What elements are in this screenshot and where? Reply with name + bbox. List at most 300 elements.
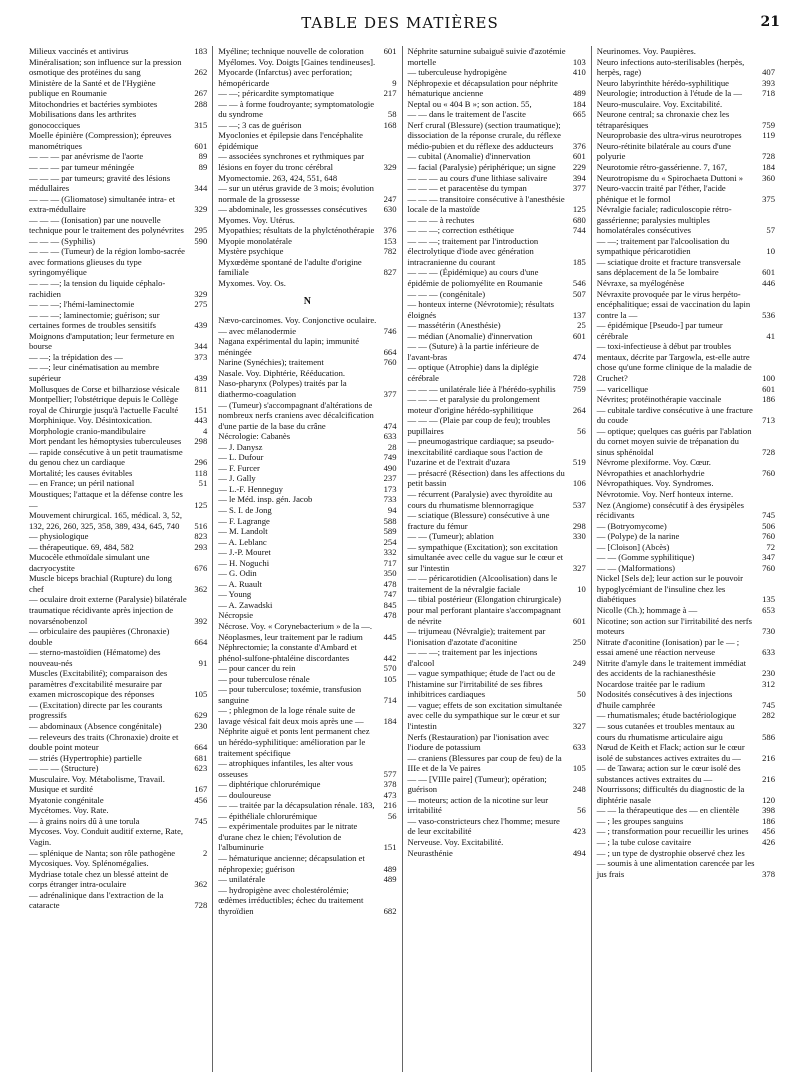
index-entry	[408, 542, 586, 574]
entry-page: 151	[383, 842, 397, 853]
index-entry	[597, 478, 775, 489]
entry-text: — — —; la tension du liquide céphalo-rachidien	[29, 278, 166, 299]
entry-page: 478	[383, 610, 397, 621]
entry-page: 473	[383, 789, 397, 800]
entry-page: 516	[194, 520, 208, 531]
index-entry	[218, 246, 396, 257]
entry-text: Névrites; protéinothérapie vaccinale	[596, 394, 722, 405]
entry-page: 718	[762, 88, 775, 99]
index-entry	[597, 742, 775, 763]
entry-text: — — —; traitement par les injections d'alcool	[407, 647, 538, 668]
index-entry	[218, 473, 396, 484]
entry-page: 745	[762, 699, 775, 710]
entry-page: 823	[194, 531, 208, 542]
entry-page: 682	[383, 905, 397, 916]
index-entry	[218, 257, 396, 278]
entry-text: — — — (Syphilis)	[29, 235, 96, 246]
index-entry	[29, 774, 207, 785]
entry-page: 760	[762, 467, 775, 478]
entry-text: — de Tawara; action sur le cœur isolé des substances actives extraites du —	[596, 763, 741, 784]
entry-text: Névrotomie. Voy. Nerf honteux interne.	[596, 488, 734, 499]
index-entry	[218, 326, 396, 337]
entry-text: — — — (Plaie par coup de feu); troubles pupillaires	[407, 415, 551, 436]
entry-text: — — (Gomme syphilitique)	[596, 552, 695, 563]
entry-text: — vague sympathique; étude de l'act ou de l'histamine sur l'irritabilité de ses fibres inhibitrices cardiaques	[407, 668, 556, 700]
entry-text: Nerfs (Restauration) par l'ionisation avec l'iodure de potassium	[407, 731, 549, 753]
index-entry	[218, 484, 396, 495]
entry-text: — sciatique (Blessure) consécutive à une fracture du fémur	[407, 510, 550, 531]
entry-text: — — —; laminectomie; guérison; sur certaines formes de troubles sensitifs	[29, 309, 160, 331]
index-entry	[218, 130, 396, 151]
page-number: 21	[760, 14, 780, 30]
entry-text: — hématurique ancienne; décapsulation et néphropexie; guérison	[218, 853, 365, 874]
index-entry	[408, 320, 586, 331]
entry-text: — médian (Anomalie) d'innervation	[407, 330, 533, 341]
entry-text: — moteurs; action de la nicotine sur leur irritabilité	[407, 794, 549, 816]
entry-page: 28	[387, 441, 397, 452]
entry-page: 398	[762, 805, 775, 816]
entry-page: 586	[762, 731, 775, 742]
entry-page: 105	[194, 689, 208, 700]
entry-page: 100	[762, 372, 775, 383]
index-entry	[408, 236, 586, 268]
entry-page: 589	[383, 526, 397, 537]
entry-text: — S. I. de Jong	[218, 504, 272, 515]
entry-page: 186	[762, 815, 775, 826]
index-entry	[597, 710, 775, 721]
index-entry	[597, 658, 775, 679]
entry-text: — en France; un péril national	[29, 478, 135, 489]
entry-text: Neurasthénie	[407, 847, 453, 858]
index-entry	[408, 225, 586, 236]
entry-text: — sous cutanées et troubles mentaux au cours du rhumatisme articulaire aigu	[596, 721, 735, 742]
entry-page: 601	[762, 267, 775, 278]
entry-text: — expérimentale produites par le nitrate d'urane chez le chien; l'évolution de l'albuminurie	[218, 821, 358, 853]
index-entry	[597, 109, 775, 130]
entry-page: 590	[194, 235, 208, 246]
index-entry	[29, 194, 207, 215]
entry-text: — — dans le traitement de l'ascite	[407, 109, 526, 120]
entry-page: 474	[572, 351, 586, 362]
index-entry	[218, 151, 396, 172]
index-entry	[218, 579, 396, 590]
index-entry	[408, 774, 586, 795]
index-entry	[597, 468, 775, 479]
index-entry	[597, 278, 775, 289]
entry-text: Myxomes. Voy. Os.	[218, 278, 286, 289]
entry-page: 282	[762, 710, 775, 721]
entry-text: — thérapeutique. 69, 484, 582	[29, 541, 134, 552]
entry-page: 456	[194, 794, 208, 805]
index-entry	[597, 162, 775, 173]
index-entry	[29, 151, 207, 162]
index-entry	[29, 130, 207, 151]
index-entry	[408, 415, 586, 436]
entry-text: — optique; quelques cas guéris par l'ablation du cornet moyen suivie de trépanation du sinus sphénoïdal	[596, 425, 752, 457]
entry-page: 760	[762, 531, 775, 542]
index-entry	[218, 821, 396, 853]
index-entry	[218, 726, 396, 758]
index-entry	[218, 526, 396, 537]
entry-page: 393	[762, 77, 775, 88]
entry-text: — — —; traitement par l'introduction électrolytique d'iode avec génération intracranienne du courant	[407, 235, 539, 267]
entry-text: — — — à rechutes	[407, 214, 475, 225]
entry-page: 782	[383, 246, 397, 257]
entry-text: Névralgie faciale; radiculoscopie rétro-gassérienne; paralysies multiples homolatérales consécutives	[596, 204, 732, 236]
entry-page: 91	[198, 657, 208, 668]
index-entry	[408, 289, 586, 300]
entry-text: Mycosiques. Voy. Splénomégalies.	[29, 858, 149, 869]
entry-text: Myopie monolatérale	[218, 235, 292, 246]
index-entry	[29, 858, 207, 869]
entry-page: 137	[572, 309, 586, 320]
entry-text: — J. Danysz	[218, 441, 263, 452]
index-entry	[597, 721, 775, 742]
entry-text: — A. Zawadski	[218, 599, 273, 610]
entry-page: 295	[194, 225, 208, 236]
index-entry	[597, 521, 775, 532]
entry-page: 745	[194, 815, 208, 826]
entry-page: 267	[194, 88, 208, 99]
index-entry	[29, 331, 207, 352]
index-entry	[597, 88, 775, 99]
entry-page: 262	[194, 67, 208, 78]
entry-text: — physiologique	[29, 531, 89, 542]
entry-text: — — —; l'hémi-laminectomie	[29, 299, 135, 310]
index-entry	[597, 826, 775, 837]
index-entry	[597, 394, 775, 405]
entry-page: 439	[194, 320, 208, 331]
entry-text: Nourrissons; difficultés du diagnostic de la diphtérie nasale	[596, 784, 745, 805]
entry-page: 588	[383, 515, 397, 526]
entry-text: — cubital (Anomalie) d'innervation	[407, 151, 531, 162]
entry-page: 378	[383, 779, 397, 790]
entry-text: Nécrologie: Cabanès	[218, 431, 291, 442]
index-entry	[597, 637, 775, 658]
entry-text: — H. Noguchi	[218, 557, 270, 568]
entry-page: 153	[383, 235, 397, 246]
index-entry	[29, 173, 207, 194]
entry-page: 216	[762, 773, 775, 784]
entry-text: Nasale. Voy. Diphtérie, Rééducation.	[218, 367, 346, 378]
entry-text: — cubitale tardive consécutive à une fracture du coude	[596, 404, 753, 426]
entry-page: 362	[194, 879, 208, 890]
entry-text: Névropathies et anachlorhydrie	[596, 467, 705, 478]
index-entry	[218, 204, 396, 215]
entry-text: Nécrose. Voy. « Corynebacterium » de la —.	[218, 620, 373, 631]
entry-page: 519	[572, 457, 586, 468]
index-entry	[218, 400, 396, 432]
entry-text: — F. Furcer	[218, 462, 260, 473]
entry-text: Nicolle (Ch.); hommage à —	[596, 604, 698, 615]
index-entry	[218, 642, 396, 663]
index-entry	[218, 236, 396, 247]
index-entry	[29, 816, 207, 827]
entry-page: 105	[572, 763, 586, 774]
entry-page: 173	[383, 483, 397, 494]
entry-text: — —; 3 cas de guérison	[218, 119, 302, 130]
index-entry	[597, 689, 775, 710]
entry-page: 89	[198, 151, 208, 162]
entry-text: — sterno-mastoïdien (Hématome) des nouveau-nés	[29, 647, 161, 668]
entry-page: 717	[383, 557, 397, 568]
index-entry	[597, 384, 775, 395]
index-columns	[24, 46, 780, 1072]
index-entry	[408, 341, 586, 362]
entry-text: — récurrent (Paralysie) avec thyroïdite au cours du rhumatisme blennorragique	[407, 488, 553, 510]
entry-text: — — la thérapeutique des — en clientèle	[596, 805, 740, 816]
index-entry	[597, 616, 775, 637]
entry-page: 745	[762, 510, 775, 521]
entry-text: — — — (congénitale)	[407, 288, 486, 299]
index-entry	[597, 542, 775, 553]
entry-text: — — — par anévrisme de l'aorte	[29, 151, 144, 162]
entry-text: — —; traitement par l'alcoolisation du sympathique péricarotidien	[596, 235, 730, 257]
entry-page: 293	[194, 541, 208, 552]
entry-text: — abdominaux (Absence congénitale)	[29, 721, 162, 731]
entry-text: Myatonie congénitale	[29, 794, 104, 805]
entry-page: 665	[572, 109, 586, 120]
entry-text: Mydriase totale chez un blessé atteint de corps étranger intra-oculaire	[29, 868, 169, 890]
entry-page: 2	[202, 847, 208, 858]
index-entry	[29, 531, 207, 542]
entry-text: — épidémique [Pseudo-] par tumeur cérébrale	[596, 320, 723, 341]
entry-text: — tibial postérieur (Elongation chirurgicale) pour mal perforant plantaire s'accompagnant de névrite	[407, 594, 562, 626]
entry-page: 237	[383, 473, 397, 484]
index-entry	[29, 763, 207, 774]
entry-page: 184	[572, 98, 586, 109]
entry-text: Musculaire. Voy. Métabolisme, Travail.	[29, 773, 165, 784]
entry-page: 360	[762, 172, 775, 183]
entry-text: Nitrate d'aconitine (Ionisation) par le — ; essai amené une réaction nerveuse	[596, 636, 740, 658]
entry-text: — J.-P. Mouret	[218, 547, 271, 558]
entry-text: — honteux interne (Névrotomie); résultats éloignés	[407, 299, 555, 320]
entry-text: — optique (Atrophie) dans la diplégie cérébrale	[407, 362, 539, 383]
entry-text: Myélomes. Voy. Doigts [Gaines tendineuses].	[218, 56, 376, 67]
entry-page: 185	[572, 256, 586, 267]
entry-text: Mortalité; les causes évitables	[29, 467, 133, 478]
entry-page: 58	[387, 109, 397, 120]
entry-text: — A. Leblanc	[218, 536, 267, 547]
index-entry	[218, 600, 396, 611]
entry-page: 760	[762, 562, 775, 573]
entry-text: — — (Suture) à la partie inférieure de l'avant-bras	[407, 341, 539, 362]
index-entry	[408, 594, 586, 626]
entry-text: — tuberculeuse hydropigène	[407, 67, 507, 78]
entry-page: 329	[383, 162, 397, 173]
section-letter: N	[303, 295, 311, 307]
entry-text: — —; péricardite symptomatique	[218, 88, 334, 99]
entry-page: 676	[194, 562, 208, 573]
entry-page: 728	[194, 900, 208, 911]
entry-page: 10	[766, 246, 775, 257]
index-entry	[218, 505, 396, 516]
entry-text: — hydropigène avec cholestérolémie; œdèmes irréductibles; échec du traitement thyroïdien	[218, 884, 364, 916]
index-entry	[218, 885, 396, 917]
index-entry	[408, 816, 586, 837]
index-entry	[218, 568, 396, 579]
index-entry	[29, 57, 207, 78]
index-entry	[597, 816, 775, 827]
index-entry	[218, 183, 396, 204]
index-entry	[29, 299, 207, 310]
entry-text: Neurologie; introduction à l'étude de la —	[596, 88, 742, 99]
index-entry	[218, 758, 396, 779]
entry-text: — — — au cours d'une lithiase salivaire	[407, 172, 548, 183]
index-entry	[408, 795, 586, 816]
index-entry	[29, 215, 207, 236]
index-entry	[29, 415, 207, 426]
entry-text: — releveurs des traits (Chronaxie) droite et double point moteur	[29, 731, 179, 753]
entry-text: Nerf crural (Blessure) (section traumatique); dissociation de la réponse crurale, du réflexe médio-pubien et du réflexe des adducteurs	[407, 119, 561, 151]
entry-page: 378	[762, 868, 775, 879]
index-entry	[408, 173, 586, 184]
entry-text: — présacré (Résection) dans les affections du petit bassin	[407, 467, 565, 489]
entry-text: Nocardose traitée par le radium	[596, 678, 706, 689]
entry-page: 298	[572, 520, 586, 531]
index-entry	[29, 489, 207, 510]
entry-text: — — à forme foudroyante; symptomatologie du syndrome	[218, 98, 375, 120]
entry-page: 733	[383, 494, 397, 505]
index-entry	[218, 790, 396, 801]
entry-text: — abdominale, les grossesses consécutives	[218, 204, 367, 215]
entry-text: Nagana expérimental du lapin; immunité méningée	[218, 336, 360, 357]
entry-page: 135	[762, 594, 775, 605]
index-entry	[408, 109, 586, 120]
entry-page: 230	[762, 668, 775, 679]
entry-page: 183	[194, 46, 208, 56]
entry-text: Montpellier; l'obstétrique depuis le Collège royal de Chirurgie jusqu'à l'actuelle Faculté	[29, 394, 179, 415]
index-entry	[29, 647, 207, 668]
entry-text: Morphinique. Voy. Désintoxication.	[29, 415, 153, 426]
entry-page: 546	[572, 278, 586, 289]
index-entry	[218, 336, 396, 357]
entry-page: 151	[194, 404, 208, 415]
index-entry	[597, 46, 775, 57]
index-entry	[408, 183, 586, 194]
entry-text: Mycétomes. Voy. Rate.	[29, 805, 109, 816]
entry-text: Neuro-rétinite bilatérale au cours d'une polyurie	[596, 140, 731, 162]
index-entry	[29, 436, 207, 447]
index-entry	[218, 357, 396, 368]
entry-text: — pneumogastrique cardiaque; sa pseudo-inexcitabilité cardiaque sous l'action de l'uzarine et de l'extrait d'uzara	[407, 436, 555, 468]
entry-text: — [Cloison] (Abcès)	[596, 541, 670, 552]
index-entry	[29, 362, 207, 383]
entry-page: 664	[194, 636, 208, 647]
index-entry	[218, 120, 396, 131]
index-entry	[218, 368, 396, 379]
index-entry	[29, 753, 207, 764]
index-entry	[29, 510, 207, 531]
entry-text: — — — (Ionisation) par une nouvelle technique pour le traitement des polynévrites	[29, 214, 184, 236]
index-entry	[597, 552, 775, 563]
entry-text: Neuro infections auto-sterilisables (herpès, herpès, rage)	[596, 56, 745, 78]
entry-page: 264	[572, 404, 586, 415]
entry-page: 445	[383, 631, 397, 642]
index-entry	[29, 109, 207, 130]
index-entry	[218, 547, 396, 558]
entry-page: 250	[572, 636, 586, 647]
entry-page: 167	[194, 784, 208, 795]
entry-text: — sympathique (Excitation); son excitation simultanée avec celle du vague sur le cœur et sur l'intestin	[407, 541, 564, 573]
entry-page: 120	[762, 794, 775, 805]
entry-text: — (Polype) de la narine	[596, 531, 680, 542]
index-entry	[408, 626, 586, 647]
entry-text: Néphropexie et décapsulation pour néphrite hématurique ancienne	[407, 77, 558, 99]
entry-page: 759	[572, 383, 586, 394]
entry-text: Milieux vaccinés et antivirus	[29, 46, 129, 56]
entry-page: 10	[577, 583, 586, 594]
index-entry	[408, 331, 586, 342]
index-entry	[29, 732, 207, 753]
entry-page: 377	[383, 388, 397, 399]
entry-page: 216	[383, 800, 397, 811]
index-entry	[408, 46, 586, 67]
index-entry	[218, 674, 396, 685]
index-entry	[29, 573, 207, 594]
entry-page: 186	[762, 394, 775, 405]
entry-text: Neuro labyrinthite hérédo-syphilitique	[596, 77, 729, 88]
entry-page: 664	[194, 742, 208, 753]
entry-text: Mobilisations dans les arthrites gonococciques	[29, 109, 137, 130]
entry-page: 577	[383, 768, 397, 779]
entry-page: 489	[383, 874, 397, 885]
index-entry	[29, 869, 207, 890]
index-entry	[597, 805, 775, 816]
entry-text: — (Excitation) directe par les courants progressifs	[29, 699, 163, 721]
index-entry	[29, 78, 207, 99]
index-entry	[29, 795, 207, 806]
index-entry	[29, 542, 207, 553]
entry-page: 537	[572, 499, 586, 510]
index-entry	[408, 194, 586, 215]
index-entry	[218, 621, 396, 632]
entry-text: — — — (Gliomatose) simultanée intra- et extra-médullaire	[29, 193, 176, 215]
index-entry	[218, 442, 396, 453]
entry-text: Névrome plexiforme. Voy. Cœur.	[596, 457, 711, 468]
entry-page: 623	[194, 763, 208, 774]
entry-text: — ; un type de dystrophie observé chez les — soumis à une alimentation carencée par les jus frais	[596, 847, 755, 879]
index-entry	[408, 362, 586, 383]
index-entry	[218, 431, 396, 442]
entry-text: — unilatérale	[218, 874, 266, 885]
entry-text: — pour tuberculose rénale	[218, 673, 310, 684]
entry-page: 344	[194, 183, 208, 194]
index-entry	[408, 436, 586, 468]
entry-text: — oculaire droit externe (Paralysie) bilatérale traumatique récidivante après injection de novarsénobenzol	[29, 594, 187, 626]
entry-text: — ; transformation pour recueillir les urines	[596, 826, 749, 837]
index-entry	[218, 452, 396, 463]
entry-text: — sciatique droite et fracture transversale sans déplacement de la 5e lombaire	[596, 256, 741, 278]
entry-text: — adrénalinique dans l'extraction de la cataracte	[29, 889, 164, 911]
entry-page: 744	[572, 225, 586, 236]
entry-page: 376	[572, 140, 586, 151]
entry-text: — rhumatismales; étude bactériologique	[596, 710, 737, 721]
entry-page: 254	[383, 536, 397, 547]
entry-text: — splénique de Nanta; son rôle pathogène	[29, 847, 176, 858]
index-entry	[29, 468, 207, 479]
entry-page: 330	[572, 531, 586, 542]
index-entry	[597, 784, 775, 805]
entry-page: 51	[198, 478, 208, 489]
index-entry	[218, 874, 396, 885]
entry-page: 103	[572, 56, 586, 67]
entry-text: — — —; correction esthétique	[407, 225, 514, 236]
index-entry	[218, 610, 396, 621]
entry-page: 248	[572, 784, 586, 795]
index-entry	[408, 120, 586, 152]
entry-text: Nerveuse. Voy. Excitabilité.	[407, 837, 504, 848]
